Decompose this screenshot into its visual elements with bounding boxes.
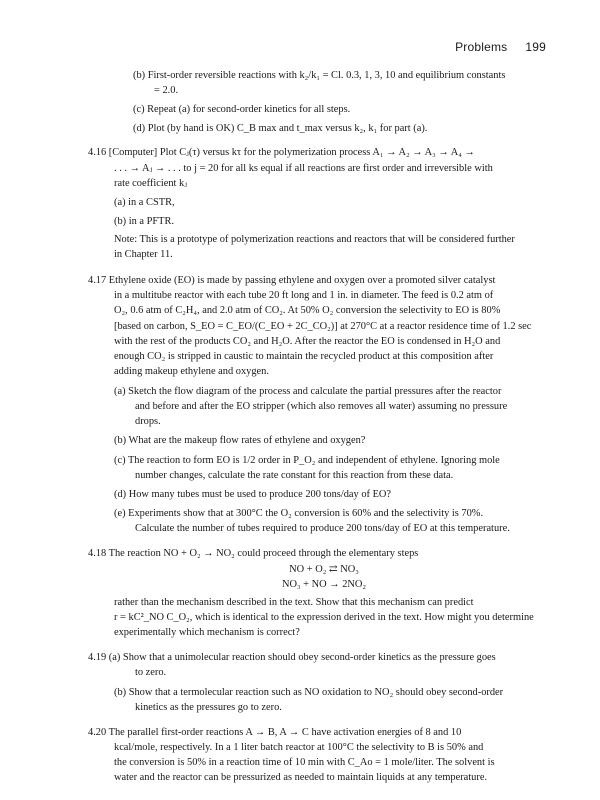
page-number: 199 [525, 40, 546, 54]
text-line: [based on carbon, S_EO = C_EO/(C_EO + 2C_CO₂)] at 270°C at a reactor residence time of 1.2 sec [114, 321, 532, 332]
text-line: (b) Show that a termolecular reaction such as NO oxidation to NO₂ should obey second-order [114, 687, 504, 698]
text-line: 4.18 The reaction NO + O₂ → NO₂ could proceed through the elementary steps [88, 548, 419, 559]
text-line: with the rest of the products CO₂ and H₂O. After the reactor the EO is condensed in H₂O and [114, 336, 501, 347]
text-line: water and the reactor can be pressurized as needed to maintain liquids at any temperature. [114, 772, 488, 783]
text-line: and before and after the EO stripper (which also removes all water) assuming no pressure [135, 401, 508, 412]
text-line: kinetics as the pressures go to zero. [135, 702, 282, 713]
text-line: 4.16 [Computer] Plot Cⱼ(τ) versus kτ for the polymerization process A₁ → A₂ → A₃ → A₄ → [88, 147, 475, 158]
text-line: the conversion is 50% in a reaction time of 10 min with C_Ao = 1 mole/liter. The solvent is [114, 757, 495, 768]
text-line: Note: This is a prototype of polymerization reactions and reactors that will be considered further [114, 234, 515, 245]
text-line: kcal/mole, respectively. In a 1 liter batch reactor at 100°C the selectivity to B is 50% and [114, 742, 484, 753]
equation-line: NO + O₂ ⇄ NO₃ [289, 564, 359, 575]
text-line: (b) First-order reversible reactions with k₂/k₁ = Cl. 0.3, 1, 3, 10 and equilibrium constants [133, 70, 506, 81]
text-line: (a) in a CSTR, [114, 197, 175, 208]
text-line: (e) Experiments show that at 300°C the O₂ conversion is 60% and the selectivity is 70%. [114, 508, 484, 519]
text-line: r = kC²_NO C_O₂, which is identical to the expression derived in the text. How might you determine [114, 612, 534, 623]
text-line: (b) in a PFTR. [114, 216, 175, 227]
text-line: experimentally which mechanism is correct? [114, 627, 300, 638]
text-line: adding makeup ethylene and oxygen. [114, 366, 269, 377]
text-line: 4.17 Ethylene oxide (EO) is made by passing ethylene and oxygen over a promoted silver catalyst [88, 275, 496, 286]
text-line: . . . → Aⱼ → . . . to j = 20 for all ks equal if all reactions are first order and irreversible with [114, 163, 493, 174]
text-line: (c) The reaction to form EO is 1/2 order in P_O₂ and independent of ethylene. Ignoring mole [114, 455, 500, 466]
text-line: = 2.0. [154, 85, 179, 96]
section-title: Problems [455, 40, 508, 54]
text-line: number changes, calculate the rate constant for this reaction from these data. [135, 470, 454, 481]
text-line: in a multitube reactor with each tube 20 ft long and 1 in. in diameter. The feed is 0.2 atm of [114, 290, 494, 301]
running-header [455, 40, 546, 54]
text-line: rather than the mechanism described in the text. Show that this mechanism can predict [114, 597, 474, 608]
text-line: (a) Sketch the flow diagram of the process and calculate the partial pressures after the reactor [114, 386, 502, 397]
equation-line: NO₃ + NO → 2NO₂ [281, 579, 367, 590]
text-line: 4.19 (a) Show that a unimolecular reaction should obey second-order kinetics as the pressure goes [88, 652, 496, 663]
text-line: drops. [135, 416, 161, 427]
text-line: Calculate the number of tubes required to produce 200 tons/day of EO at this temperature. [135, 523, 510, 534]
text-line: (c) Repeat (a) for second-order kinetics for all steps. [133, 104, 351, 115]
text-line: (d) How many tubes must be used to produce 200 tons/day of EO? [114, 489, 392, 500]
text-line: to zero. [135, 667, 167, 678]
text-line: rate coefficient kⱼ [114, 178, 187, 189]
text-line: 4.20 The parallel first-order reactions A → B, A → C have activation energies of 8 and 10 [88, 727, 462, 738]
text-line: (b) What are the makeup flow rates of ethylene and oxygen? [114, 435, 366, 446]
text-line: (d) Plot (by hand is OK) C_B max and t_max versus k₂, k₁ for part (a). [133, 123, 428, 134]
text-line: enough CO₂ is stripped in caustic to maintain the recycled product at this composition after [114, 351, 494, 362]
text-line: O₂, 0.6 atm of C₂H₄, and 2.0 atm of CO₂. At 50% O₂ conversion the selectivity to EO is 80% [114, 305, 501, 316]
text-line: in Chapter 11. [114, 249, 173, 260]
